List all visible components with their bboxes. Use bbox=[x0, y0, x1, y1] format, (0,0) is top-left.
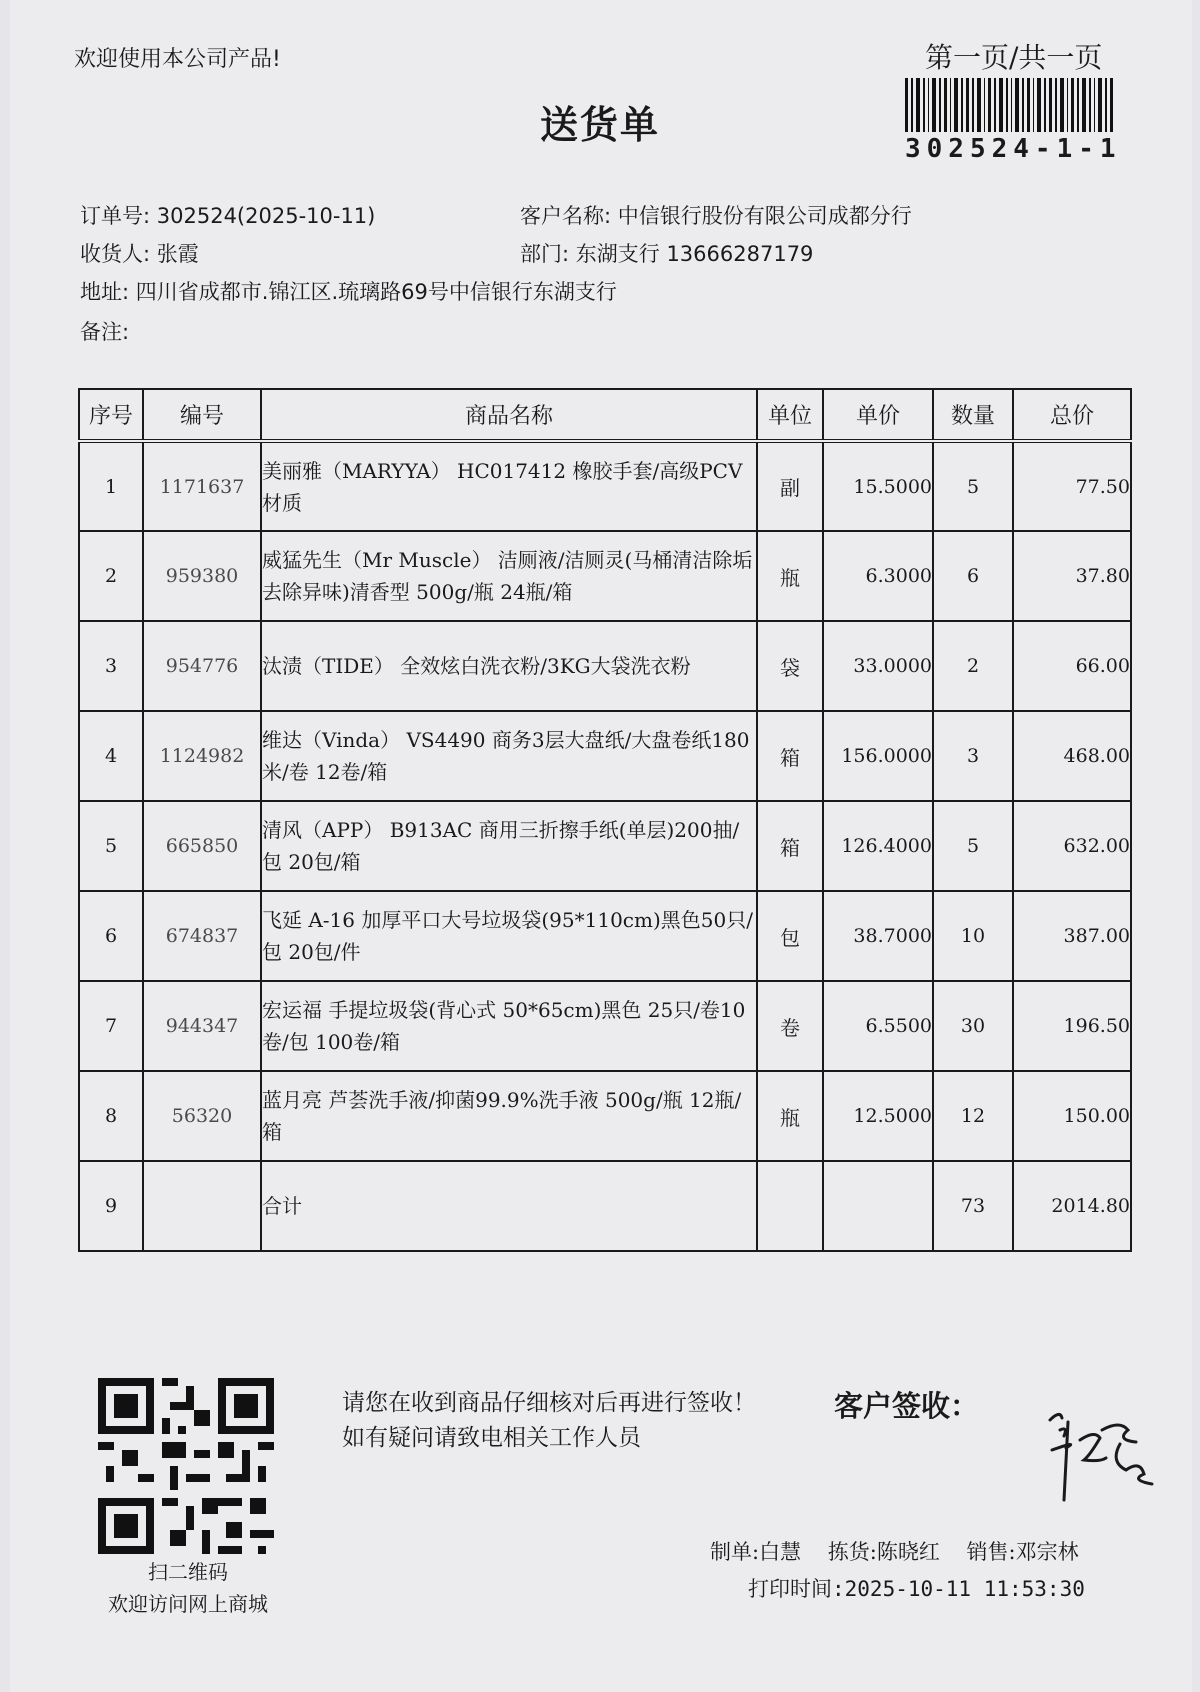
remark-label: 备注: bbox=[80, 320, 130, 344]
cell-no: 5 bbox=[79, 801, 143, 891]
table-row bbox=[79, 441, 1131, 531]
cell-total: 632.00 bbox=[1013, 801, 1131, 891]
address-value: 四川省成都市.锦江区.琉璃路69号中信银行东湖支行 bbox=[135, 280, 617, 304]
address-label: 地址: bbox=[80, 280, 130, 304]
header-code: 编号 bbox=[143, 389, 261, 441]
sales: 销售:邓宗林 bbox=[966, 1540, 1079, 1564]
cell-name: 威猛先生（Mr Muscle） 洁厕液/洁厕灵(马桶清洁除垢去除异味)清香型 500g/瓶 24瓶/箱 bbox=[261, 531, 757, 621]
cell-code: 56320 bbox=[143, 1071, 261, 1161]
cell-no: 8 bbox=[79, 1071, 143, 1161]
cell-price: 12.5000 bbox=[823, 1071, 933, 1161]
header-no: 序号 bbox=[79, 389, 143, 441]
summary-qty: 73 bbox=[933, 1161, 1013, 1251]
summary-total: 2014.80 bbox=[1013, 1161, 1131, 1251]
cell-name: 蓝月亮 芦荟洗手液/抑菌99.9%洗手液 500g/瓶 12瓶/箱 bbox=[261, 1071, 757, 1161]
cell-unit: 副 bbox=[757, 441, 823, 531]
cell-empty bbox=[143, 1161, 261, 1251]
cell-no: 4 bbox=[79, 711, 143, 801]
cell-code: 665850 bbox=[143, 801, 261, 891]
cell-total: 66.00 bbox=[1013, 621, 1131, 711]
cell-total: 150.00 bbox=[1013, 1071, 1131, 1161]
handwritten-signature bbox=[1040, 1400, 1170, 1510]
address-row bbox=[80, 276, 617, 306]
cell-name: 美丽雅（MARYYA） HC017412 橡胶手套/高级PCV材质 bbox=[261, 441, 757, 531]
table-row bbox=[79, 801, 1131, 891]
cell-total: 196.50 bbox=[1013, 981, 1131, 1071]
department-row bbox=[520, 238, 813, 268]
print-time: 打印时间:2025-10-11 11:53:30 bbox=[748, 1577, 1085, 1601]
cell-qty: 12 bbox=[933, 1071, 1013, 1161]
cell-total: 77.50 bbox=[1013, 441, 1131, 531]
customer-label: 客户名称: bbox=[520, 204, 612, 228]
cell-unit: 卷 bbox=[757, 981, 823, 1071]
cell-no: 2 bbox=[79, 531, 143, 621]
table-row bbox=[79, 1071, 1131, 1161]
cell-unit: 箱 bbox=[757, 801, 823, 891]
cell-total: 387.00 bbox=[1013, 891, 1131, 981]
header-price: 单价 bbox=[823, 389, 933, 441]
cell-qty: 10 bbox=[933, 891, 1013, 981]
table-header-row bbox=[79, 389, 1131, 441]
table-row bbox=[79, 891, 1131, 981]
qr-caption-visit: 欢迎访问网上商城 bbox=[108, 1592, 268, 1616]
barcode-number: 302524-1-1 bbox=[905, 134, 1122, 164]
cell-no: 6 bbox=[79, 891, 143, 981]
department-label: 部门: bbox=[520, 242, 570, 266]
cell-unit: 瓶 bbox=[757, 1071, 823, 1161]
cell-qty: 3 bbox=[933, 711, 1013, 801]
customer-signature-label: 客户签收： bbox=[834, 1389, 980, 1423]
cell-name: 飞延 A-16 加厚平口大号垃圾袋(95*110cm)黑色50只/包 20包/件 bbox=[261, 891, 757, 981]
cell-price: 33.0000 bbox=[823, 621, 933, 711]
cell-price: 6.3000 bbox=[823, 531, 933, 621]
cell-unit: 包 bbox=[757, 891, 823, 981]
staff-info bbox=[710, 1536, 1099, 1566]
table-row bbox=[79, 531, 1131, 621]
table-row bbox=[79, 711, 1131, 801]
cell-qty: 5 bbox=[933, 441, 1013, 531]
document-title: 送货单 bbox=[539, 103, 660, 147]
cell-unit: 袋 bbox=[757, 621, 823, 711]
page-info: 第一页/共一页 bbox=[925, 41, 1103, 74]
cell-price: 15.5000 bbox=[823, 441, 933, 531]
cell-total: 37.80 bbox=[1013, 531, 1131, 621]
welcome-text: 欢迎使用本公司产品! bbox=[74, 47, 281, 72]
department-value: 东湖支行 13666287179 bbox=[575, 242, 814, 266]
cell-price: 126.4000 bbox=[823, 801, 933, 891]
cell-qty: 6 bbox=[933, 531, 1013, 621]
cell-unit: 箱 bbox=[757, 711, 823, 801]
order-label: 订单号: bbox=[80, 204, 151, 228]
cell-total: 468.00 bbox=[1013, 711, 1131, 801]
cell-price: 6.5500 bbox=[823, 981, 933, 1071]
qr-code-image bbox=[98, 1378, 274, 1554]
receiver-label: 收货人: bbox=[80, 242, 151, 266]
cell-code: 959380 bbox=[143, 531, 261, 621]
header-qty: 数量 bbox=[933, 389, 1013, 441]
receiver-row bbox=[80, 238, 199, 268]
receiver-value: 张霞 bbox=[156, 242, 199, 266]
cell-name: 汰渍（TIDE） 全效炫白洗衣粉/3KG大袋洗衣粉 bbox=[261, 621, 757, 711]
cell-empty bbox=[757, 1161, 823, 1251]
remark-row bbox=[80, 316, 129, 346]
cell-empty bbox=[823, 1161, 933, 1251]
header-name: 商品名称 bbox=[261, 389, 757, 441]
header-unit: 单位 bbox=[757, 389, 823, 441]
cell-name: 维达（Vinda） VS4490 商务3层大盘纸/大盘卷纸180米/卷 12卷/箱 bbox=[261, 711, 757, 801]
barcode-image bbox=[905, 78, 1115, 132]
cell-code: 1124982 bbox=[143, 711, 261, 801]
cell-code: 1171637 bbox=[143, 441, 261, 531]
table-row bbox=[79, 621, 1131, 711]
cell-qty: 2 bbox=[933, 621, 1013, 711]
summary-label: 合计 bbox=[261, 1161, 757, 1251]
customer-value: 中信银行股份有限公司成都分行 bbox=[617, 204, 912, 228]
cell-no: 7 bbox=[79, 981, 143, 1071]
cell-qty: 30 bbox=[933, 981, 1013, 1071]
qr-caption-scan: 扫二维码 bbox=[148, 1560, 228, 1584]
cell-qty: 5 bbox=[933, 801, 1013, 891]
items-table bbox=[78, 388, 1132, 1252]
cell-no: 9 bbox=[79, 1161, 143, 1251]
cell-unit: 瓶 bbox=[757, 531, 823, 621]
cell-name: 清风（APP） B913AC 商用三折擦手纸(单层)200抽/包 20包/箱 bbox=[261, 801, 757, 891]
header-total: 总价 bbox=[1013, 389, 1131, 441]
table-row bbox=[79, 981, 1131, 1071]
cell-no: 1 bbox=[79, 441, 143, 531]
order-value: 302524(2025-10-11) bbox=[156, 204, 376, 228]
cell-code: 674837 bbox=[143, 891, 261, 981]
cell-code: 954776 bbox=[143, 621, 261, 711]
maker: 制单:白慧 bbox=[710, 1540, 802, 1564]
cell-no: 3 bbox=[79, 621, 143, 711]
picker: 拣货:陈晓红 bbox=[827, 1540, 940, 1564]
cell-price: 38.7000 bbox=[823, 891, 933, 981]
cell-code: 944347 bbox=[143, 981, 261, 1071]
notice-text: 请您在收到商品仔细核对后再进行签收！如有疑问请致电相关工作人员 bbox=[342, 1390, 756, 1451]
cell-price: 156.0000 bbox=[823, 711, 933, 801]
table-summary-row bbox=[79, 1161, 1131, 1251]
order-number-row bbox=[80, 200, 375, 230]
cell-name: 宏运福 手提垃圾袋(背心式 50*65cm)黑色 25只/卷10卷/包 100卷/箱 bbox=[261, 981, 757, 1071]
customer-row bbox=[520, 200, 912, 230]
